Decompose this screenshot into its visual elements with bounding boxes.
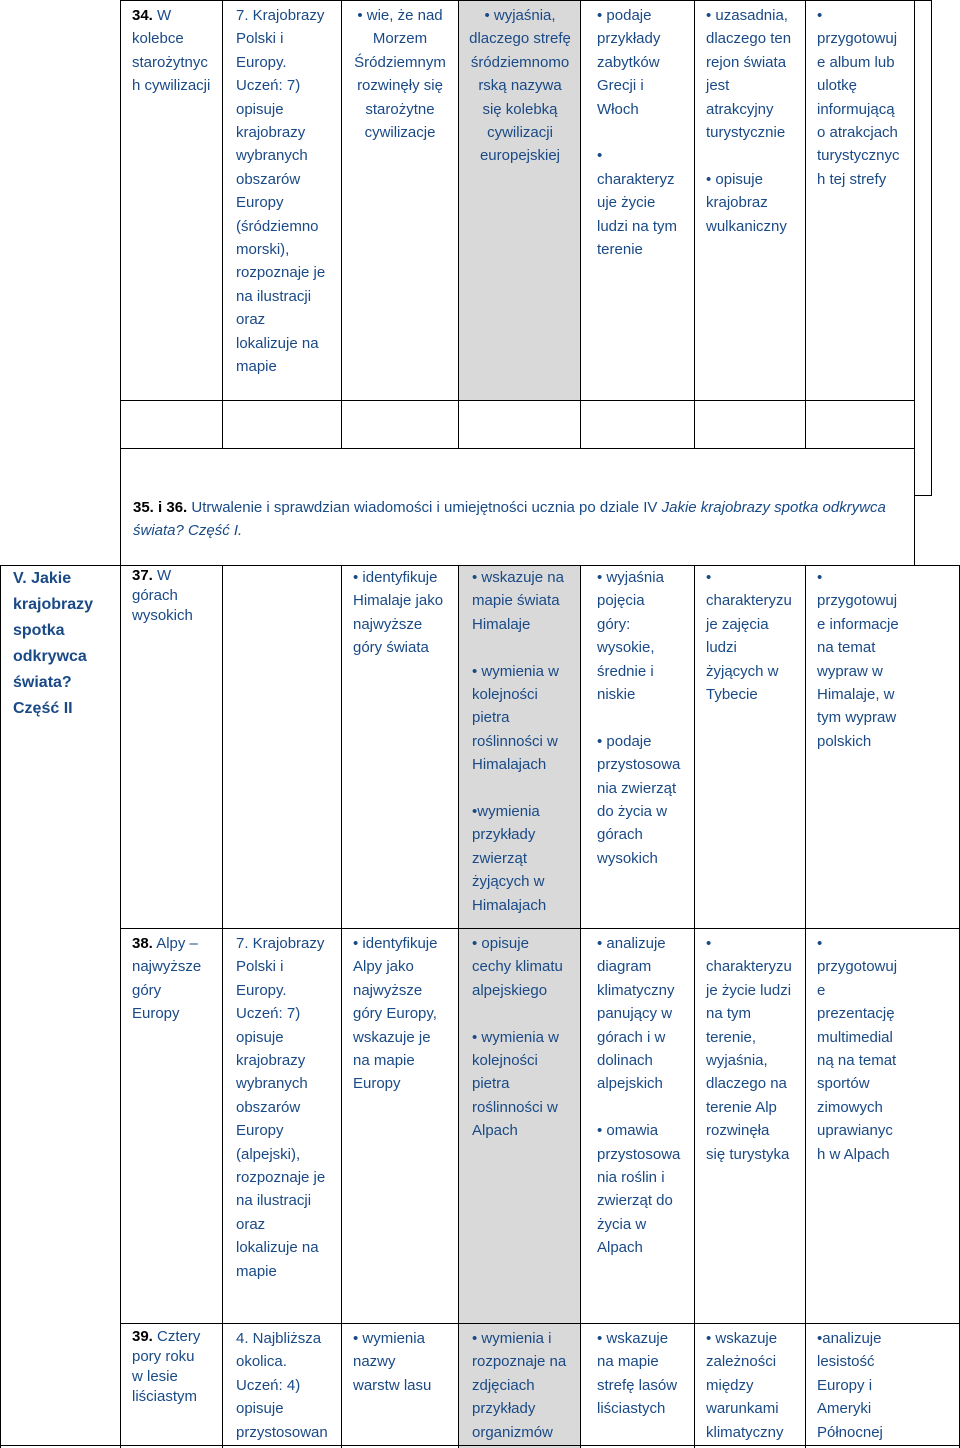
requirement-extended: • wyjaśnia, dlaczego strefę śródziemnomo rską nazywa się kolebką cywilizacji europejskiej <box>469 7 571 165</box>
lesson-topic: Cztery pory roku w lesie liściastym <box>132 1328 201 1405</box>
summary-number: 35. i 36. <box>133 499 188 516</box>
requirement-extended: • wskazuje na mapie świata Himalaje • wymienia w kolejności pietra roślinności w Himalajach •wymienia przykłady zwierząt żyjących w Himalajach <box>472 569 564 914</box>
hline <box>120 1323 960 1324</box>
requirement-extended: • wymienia i rozpoznaje na zdjęciach przykłady organizmów <box>472 1330 567 1441</box>
curriculum-requirement: 7. Krajobrazy Polski i Europy. Uczeń: 7) opisuje krajobrazy wybranych obszarów Europy (śródziemno morski), rozpoznaje je na ilustracji oraz lokalizuje na mapie <box>236 7 326 376</box>
requirement-very-good: • charakteryzu je zajęcia ludzi żyjących w Tybecie <box>706 569 792 704</box>
lesson-number: 38. <box>132 935 153 952</box>
requirement-basic: • identyfikuje Alpy jako najwyższe góry Europy, wskazuje je na mapie Europy <box>353 935 438 1093</box>
requirement-excellent: • przygotowuj e prezentację multimedial ną na temat sportów zimowych uprawianyc h w Alpach <box>817 935 898 1163</box>
requirement-excellent: •analizuje lesistość Europy i Ameryki Północnej <box>817 1330 883 1441</box>
requirement-advanced: • wskazuje na mapie strefę lasów liściastych <box>597 1330 678 1418</box>
requirement-very-good: • charakteryzu je życie ludzi na tym terenie, wyjaśnia, dlaczego na terenie Alp rozwinęła się turystyka <box>706 935 792 1163</box>
hline <box>120 400 915 401</box>
summary-lessons-35-36 <box>133 496 913 542</box>
requirement-basic: • wymienia nazwy warstw lasu <box>353 1330 432 1394</box>
lesson-topic: Alpy – najwyższe góry Europy <box>132 935 202 1023</box>
lesson-topic: W kolebce starożytnyc h cywilizacji <box>132 7 211 95</box>
vline <box>120 565 121 1448</box>
hline <box>120 448 915 449</box>
vline <box>341 0 342 448</box>
section-title: V. Jakie krajobrazy spotka odkrywca świata? Część II <box>13 570 94 717</box>
hline <box>120 928 960 929</box>
lesson-39-title <box>132 1327 220 1407</box>
requirement-basic: • identyfikuje Himalaje jako najwyższe góry świata <box>353 569 444 657</box>
summary-text: Utrwalenie i sprawdzian wiadomości i umiejętności ucznia po dziale IV <box>187 499 662 516</box>
lesson-number: 39. <box>132 1328 153 1345</box>
vline <box>694 565 695 1448</box>
vline <box>580 0 581 448</box>
hline <box>120 0 932 1</box>
lesson-topic: W górach wysokich <box>132 567 193 624</box>
requirement-very-good: • wskazuje zależności między warunkami klimatyczny <box>706 1330 784 1441</box>
requirement-basic: • wie, że nad Morzem Śródziemnym rozwinęły się starożytne cywilizacje <box>354 7 446 142</box>
vline <box>580 565 581 1448</box>
vline <box>805 565 806 1448</box>
requirement-advanced: • podaje przykłady zabytków Grecji i Włoch • charakteryz uje życie ludzi na tym terenie <box>597 7 678 259</box>
vline <box>341 565 342 1448</box>
lesson-34-title <box>132 4 220 98</box>
lesson-38-title <box>132 932 220 1026</box>
requirement-advanced: • analizuje diagram klimatyczny panujący w górach i w dolinach alpejskich • omawia przystosowa nia roślin i zwierząt do życia w Alpach <box>597 935 681 1257</box>
vline <box>694 0 695 448</box>
requirement-excellent: • przygotowuj e informacje na temat wypraw w Himalaje, w tym wypraw polskich <box>817 569 899 750</box>
hline <box>915 495 931 496</box>
vline <box>914 0 915 565</box>
vline <box>222 565 223 1448</box>
requirement-extended: • opisuje cechy klimatu alpejskiego • wymienia w kolejności pietra roślinności w Alpach <box>472 935 563 1140</box>
vline <box>458 0 459 448</box>
curriculum-requirement: 4. Najbliższa okolica. Uczeń: 4) opisuje przystosowan <box>236 1330 328 1441</box>
vline <box>222 0 223 448</box>
requirement-very-good: • uzasadnia, dlaczego ten rejon świata jest atrakcyjny turystycznie • opisuje krajobraz wulkaniczny <box>706 7 792 235</box>
vline <box>805 0 806 448</box>
vline <box>0 565 1 1448</box>
summary-italic: Jakie krajobrazy spotka odkrywca świata? Część I. <box>133 499 886 539</box>
lesson-number: 34. <box>132 7 153 24</box>
curriculum-requirement: 7. Krajobrazy Polski i Europy. Uczeń: 7) opisuje krajobrazy wybranych obszarów Europy (alpejski), rozpoznaje je na ilustracji oraz lokalizuje na mapie <box>236 935 326 1280</box>
requirement-advanced: • wyjaśnia pojęcia góry: wysokie, średnie i niskie • podaje przystosowa nia zwierząt do życia w górach wysokich <box>597 569 681 867</box>
hline <box>0 1445 960 1446</box>
vline <box>458 565 459 1448</box>
lesson-37-title <box>132 566 220 626</box>
requirement-excellent: • przygotowuj e album lub ulotkę informującą o atrakcjach turystycznyc h tej strefy <box>817 7 900 188</box>
vline <box>931 0 932 496</box>
vline <box>120 0 121 565</box>
lesson-number: 37. <box>132 567 153 584</box>
